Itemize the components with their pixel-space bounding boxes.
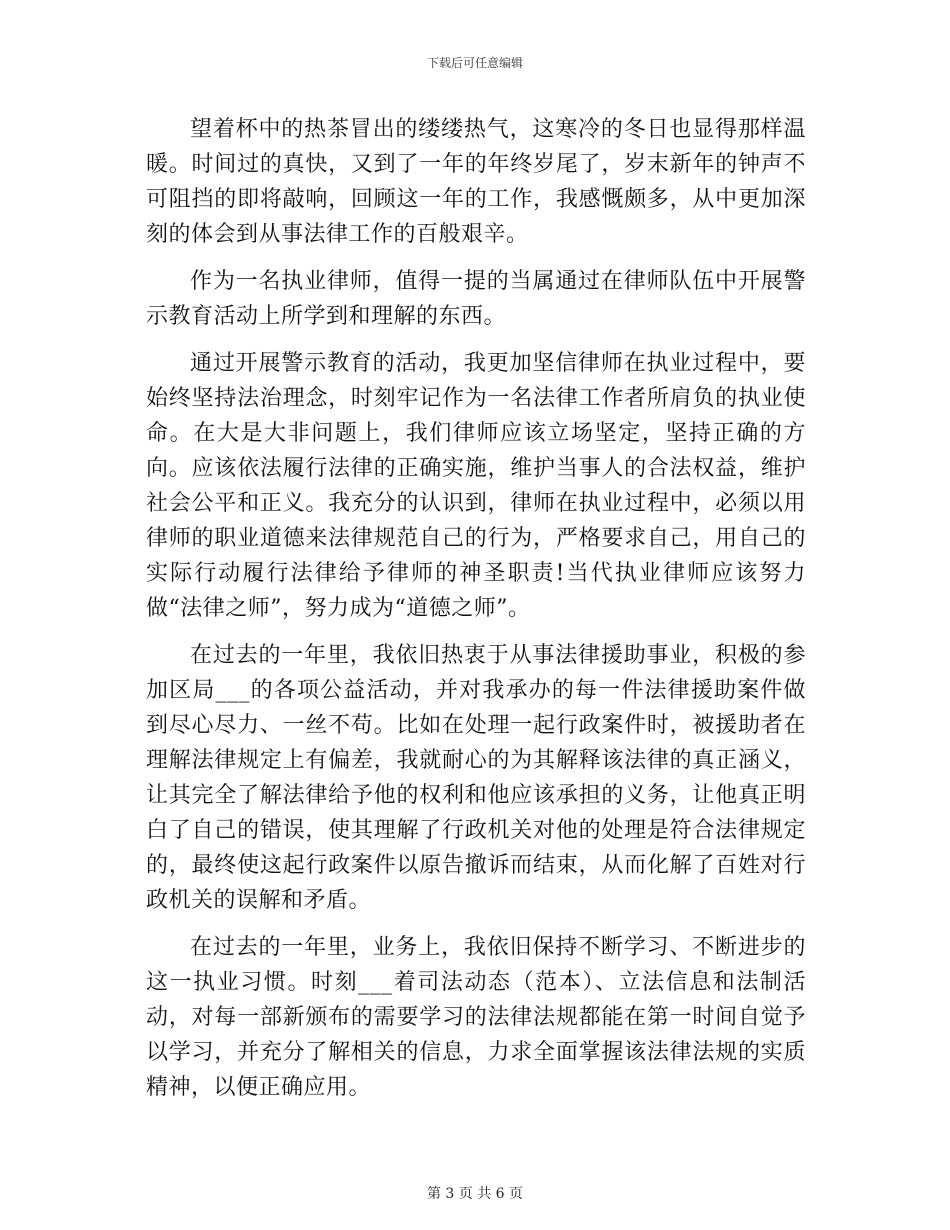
page-footer: 第 3 页 共 6 页 (426, 1186, 524, 1202)
paragraph: 在过去的一年里，我依旧热衷于从事法律援助事业，积极的参加区局___的各项公益活动，并对我承办的每一件法律援助案件做到尽心尽力、一丝不苟。比如在处理一起行政案件时，被援助者在理解法律规定上有偏差，我就耐心的为其解释该法律的真正涵义，让其完全了解法律给予他的权利和他应该承担的义务，让他真正明白了自己的错误，使其理解了行政机关对他的处理是符合法律规定的，最终使这起行政案件以原告撤诉而结束，从而化解了百姓对行政机关的误解和矛盾。 (146, 643, 806, 913)
paragraph: 通过开展警示教育的活动，我更加坚信律师在执业过程中，要始终坚持法治理念，时刻牢记作为一名法律工作者所肩负的执业使命。在大是大非问题上，我们律师应该立场坚定，坚持正确的方向。应该依法履行法律的正确实施，维护当事人的合法权益，维护社会公平和正义。我充分的认识到，律师在执业过程中，必须以用律师的职业道德来法律规范自己的行为，严格要求自己，用自己的实际行动履行法律给予律师的神圣职责!当代执业律师应该努力做“法律之师”，努力成为“道德之师”。 (146, 351, 806, 621)
document-body (146, 112, 806, 1105)
paragraph: 在过去的一年里，业务上，我依旧保持不断学习、不断进步的这一执业习惯。时刻___着司法动态（范本）、立法信息和法制活动，对每一部新颁布的需要学习的法律法规都能在第一时间自觉予以学习，并充分了解相关的信息，力求全面掌握该法律法规的实质精神，以便正确应用。 (146, 935, 806, 1100)
paragraph: 望着杯中的热茶冒出的缕缕热气，这寒冷的冬日也显得那样温暖。时间过的真快，又到了一年的年终岁尾了，岁末新年的钟声不可阻挡的即将敲响，回顾这一年的工作，我感慨颇多，从中更加深刻的体会到从事法律工作的百般艰辛。 (146, 117, 806, 247)
paragraph: 作为一名执业律师，值得一提的当属通过在律师队伍中开展警示教育活动上所学到和理解的东西。 (146, 269, 806, 329)
page-header: 下载后可任意编辑 (426, 56, 523, 70)
